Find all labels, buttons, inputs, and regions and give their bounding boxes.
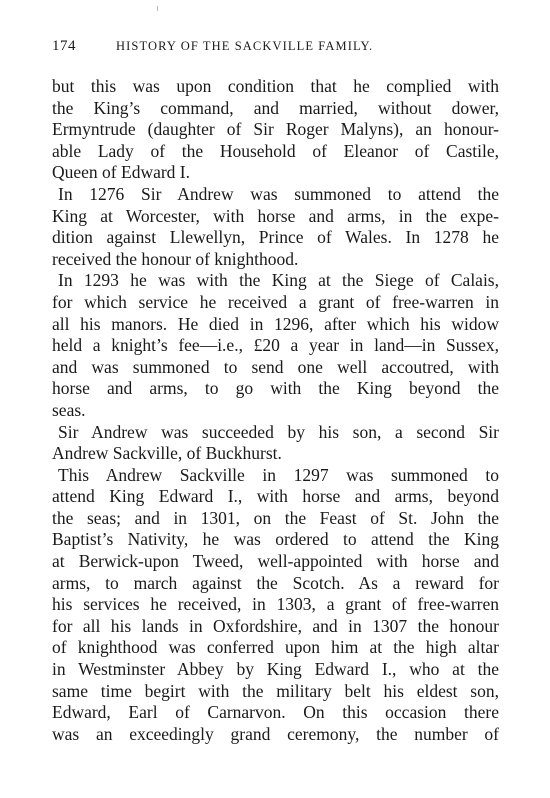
- text-line: at Berwick-upon Tweed, well-appointed with horse and: [52, 551, 499, 572]
- text-line: seas.: [52, 399, 86, 420]
- text-line: the seas; and in 1301, on the Feast of St. John the: [52, 507, 499, 528]
- text-line: arms, to march against the Scotch. As a reward for: [52, 572, 499, 593]
- text-line: Queen of Edward I.: [52, 162, 191, 183]
- text-line: and was summoned to send one well accoutred, with: [52, 356, 499, 377]
- text-line: but this was upon condition that he complied with: [52, 76, 499, 96]
- text-line: for which service he received a grant of free-warren in: [52, 291, 499, 312]
- text-line: horse and arms, to go with the King beyond the: [52, 378, 499, 399]
- text-line: able Lady of the Household of Eleanor of Castile,: [52, 140, 499, 161]
- text-line: Edward, Earl of Carnarvon. On this occasion there: [52, 702, 499, 723]
- text-line: for all his lands in Oxfordshire, and in 1307 the honour: [52, 615, 499, 636]
- text-line: the King’s command, and married, without dower,: [52, 97, 499, 118]
- text-line: same time begirt with the military belt his eldest son,: [52, 680, 499, 701]
- text-line: of knighthood was conferred upon him at the high altar: [52, 637, 499, 658]
- page-header: [52, 36, 499, 56]
- text-line: all his manors. He died in 1296, after which his widow: [52, 313, 499, 334]
- text-line: Baptist’s Nativity, he was ordered to attend the King: [52, 529, 499, 550]
- text-line: dition against Llewellyn, Prince of Wales. In 1278 he: [52, 227, 499, 248]
- text-line: received the honour of knighthood.: [52, 248, 299, 269]
- text-line: held a knight’s fee—i.e., £20 a year in land—in Sussex,: [52, 335, 499, 356]
- text-line: his services he received, in 1303, a grant of free-warren: [52, 594, 499, 615]
- text-line: This Andrew Sackville in 1297 was summoned to: [58, 464, 499, 485]
- paper-speck: [157, 6, 158, 11]
- text-line: in Westminster Abbey by King Edward I., who at the: [52, 659, 499, 680]
- text-line: attend King Edward I., with horse and arms, beyond: [52, 486, 499, 507]
- text-line: Ermyntrude (daughter of Sir Roger Malyns), an honour-: [52, 119, 499, 140]
- text-line: was an exceedingly grand ceremony, the number of: [52, 723, 499, 744]
- running-title: HISTORY OF THE SACKVILLE FAMILY.: [116, 39, 374, 53]
- body-text: [52, 76, 499, 745]
- text-line: Andrew Sackville, of Buckhurst.: [52, 443, 282, 464]
- text-line: In 1293 he was with the King at the Siege of Calais,: [58, 270, 499, 291]
- text-line: In 1276 Sir Andrew was summoned to attend the: [58, 183, 499, 204]
- text-line: Sir Andrew was succeeded by his son, a second Sir: [58, 421, 499, 442]
- page-number: 174: [52, 38, 76, 54]
- text-line: King at Worcester, with horse and arms, in the expe-: [52, 205, 499, 226]
